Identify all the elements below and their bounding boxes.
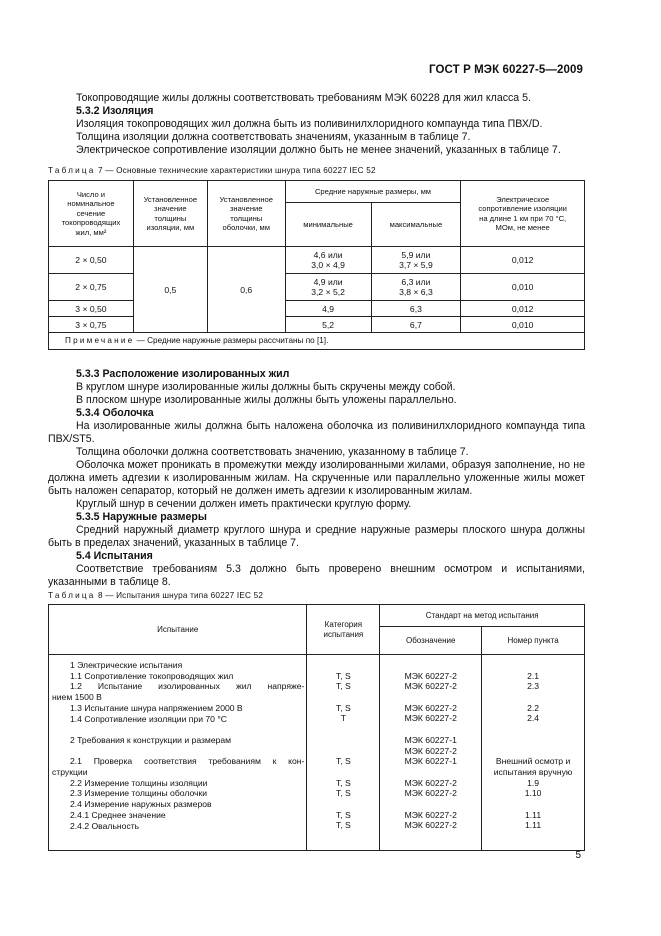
t8-test-column: 1 Электрические испытания 1.1 Сопротивление токопроводящих жил 1.2 Испытание изолированных жил напряже- нием 1500 В 1.3 Испытание шнура напряжением 2000 В 1.4 Сопротивление изоляции при 70 °С 2 Требования к конструкции и размерам 2.1 Проверка соответствия требованиям к кон- струкции 2.2 Измерение толщины изоляции 2.3 Измерение толщины оболочки 2.4 Измерение наружных размеров 2.4.1 Среднее значение 2.4.2 Овальность	[49, 655, 307, 851]
table-7	[48, 180, 585, 350]
paragraph-dimensions: Средний наружный диаметр круглого шнура и средние наружные размеры плоского шнура должны быть в пределах значений, указанных в таблице 7.	[48, 524, 585, 549]
t8-header-standard: Стандарт на метод испытания	[380, 605, 585, 627]
t8-clause-column: 2.1 2.3 2.2 2.4 Внешний осмотр и испытания вручную 1.9 1.10 1.11 1.11	[482, 655, 585, 851]
paragraph-sheath: На изолированные жилы должна быть наложена оболочка из поливинилхлоридного компаунда типа ПВХ/ST5.	[48, 420, 585, 445]
t7-header-resistance: Электрическое сопротивление изоляции на длине 1 км при 70 °С, МОм, не менее	[461, 181, 585, 247]
table-row: 3 × 0,75 5,2 6,7 0,010	[49, 317, 585, 333]
paragraph-insulation-resistance: Электрическое сопротивление изоляции должно быть не менее значений, указанных в таблице 7.	[76, 144, 561, 156]
t8-category-column: T, S T, S T, S T T, S T, S T, S T, S T, S	[307, 655, 380, 851]
t7-header-max: максимальные	[371, 203, 461, 247]
table-7-caption-text: 7 — Основные технические характеристики шнура типа 60227 IEC 52	[95, 166, 376, 175]
page-number: 5	[575, 850, 581, 861]
paragraph-insulation: Изоляция токопроводящих жил должна быть из поливинилхлоридного компаунда типа ПВХ/D.	[76, 118, 543, 130]
table-row: 3 × 0,50 4,9 6,3 0,012	[49, 301, 585, 317]
t8-designation-column: МЭК 60227-2 МЭК 60227-2 МЭК 60227-2 МЭК 60227-2 МЭК 60227-1 МЭК 60227-2 МЭК 60227-1 МЭК 60227-2 МЭК 60227-2 МЭК 60227-2 МЭК 60227-2	[380, 655, 482, 851]
t8-header-category: Категория испытания	[307, 605, 380, 655]
t8-header-test: Испытание	[49, 605, 307, 655]
paragraph-conductors: Токопроводящие жилы должны соответствовать требованиям МЭК 60228 для жил класса 5.	[76, 92, 531, 104]
t8-body-row	[49, 655, 585, 851]
section-5-4-heading: 5.4 Испытания	[76, 550, 153, 562]
table-7-caption	[48, 166, 376, 175]
table-8-caption-word: Таблица	[48, 591, 96, 600]
t7-header-cross-section: Число и номинальное сечение токопроводящих жил, мм²	[49, 181, 134, 247]
section-5-3-3-heading: 5.3.3 Расположение изолированных жил	[76, 368, 290, 380]
table-row: 2 × 0,75 4,9 или 3,2 × 5,2 6,3 или 3,8 × 6,3 0,010	[49, 274, 585, 301]
paragraph-round-cord: В круглом шнуре изолированные жилы должны быть скручены между собой.	[76, 381, 456, 393]
paragraph-sheath-thickness: Толщина оболочки должна соответствовать значению, указанному в таблице 7.	[76, 446, 469, 458]
table-8-caption	[48, 591, 263, 600]
paragraph-tests: Соответствие требованиям 5.3 должно быть проверено внешним осмотром и испытаниями, указанными в таблице 8.	[48, 563, 585, 588]
t7-header-sheath: Установленное значение толщины оболочки, мм	[207, 181, 285, 247]
table-row: 2 × 0,50 0,5 0,6 4,6 или 3,0 × 4,9 5,9 или 3,7 × 5,9 0,012	[49, 247, 585, 274]
table-8-caption-text: 8 — Испытания шнура типа 60227 IEC 52	[95, 591, 264, 600]
t7-header-dimensions: Средние наружные размеры, мм	[285, 181, 461, 203]
t8-header-clause: Номер пункта	[482, 627, 585, 655]
table-8	[48, 604, 585, 851]
document-header: ГОСТ Р МЭК 60227-5—2009	[429, 64, 583, 76]
paragraph-sheath-filling: Оболочка может проникать в промежутки между изолированными жилами, образуя заполнение, но не должна иметь адгезии к изолированным жилам. На скрученные или параллельно уложенные жилы может быть наложен сепаратор, который не должен иметь адгезии к изолированным жилам.	[48, 459, 585, 497]
t7-sheath-value: 0,6	[207, 247, 285, 333]
section-5-3-5-heading: 5.3.5 Наружные размеры	[76, 511, 207, 523]
section-5-3-2-heading: 5.3.2 Изоляция	[76, 105, 154, 117]
t7-header-min: минимальные	[285, 203, 371, 247]
t7-note-row: Примечание — Средние наружные размеры рассчитаны по [1].	[49, 333, 585, 350]
table-7-caption-word: Таблица	[48, 166, 96, 175]
t8-header-designation: Обозначение	[380, 627, 482, 655]
paragraph-insulation-thickness: Толщина изоляции должна соответствовать значениям, указанным в таблице 7.	[76, 131, 471, 143]
section-5-3-4-heading: 5.3.4 Оболочка	[76, 407, 154, 419]
t7-insulation-value: 0,5	[133, 247, 207, 333]
paragraph-flat-cord: В плоском шнуре изолированные жилы должны быть уложены параллельно.	[76, 394, 457, 406]
paragraph-round-shape: Круглый шнур в сечении должен иметь практически круглую форму.	[76, 498, 412, 510]
t7-header-insulation: Установленное значение толщины изоляции, мм	[133, 181, 207, 247]
